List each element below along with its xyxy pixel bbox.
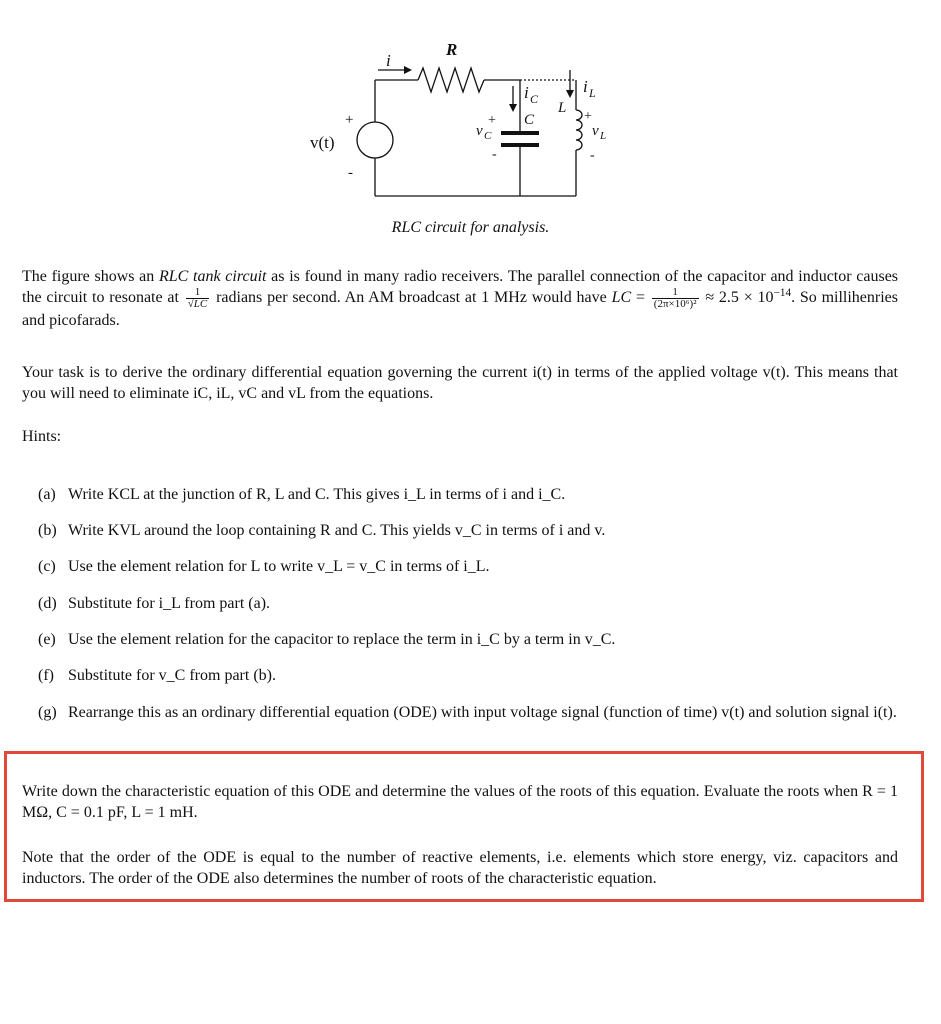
source-plus: + [345,112,354,128]
capacitor-plate-bottom [501,143,539,147]
label-vc-sub: C [484,130,492,142]
hint-label: (a) [38,486,56,503]
hint-label: (c) [38,558,56,575]
intro-rlc-term: RLC tank circuit [159,268,267,285]
task-end: from the equations. [305,385,434,402]
arrowhead-i [404,66,412,74]
hint-label: (b) [38,522,57,539]
hint-text: Rearrange this as an ordinary differential equation (ODE) with input voltage signal (function of time) v(t) and solution signal i(t). [68,704,897,721]
hint-item-g [38,702,898,723]
hint-text: Use the element relation for L to write v_L = v_C in terms of i_L. [68,558,490,575]
intro-text-c: radians per second. An AM broadcast at 1 MHz would have [211,289,612,307]
hint-text: Substitute for i_L from part (a). [68,595,271,612]
hint-text: Use the element relation for the capacitor to replace the term in i_C by a term in v_C. [68,631,616,648]
fraction-denominator: √LC [187,298,208,310]
label-vl-sub: L [600,130,607,142]
label-ic: i [524,83,529,102]
question-text: Write down the characteristic equation of this ODE and determine the values of the roots of this equation. Evaluate the roots when [22,783,863,800]
inductor-coil [576,110,582,150]
label-vc: v [476,123,483,139]
task-text: Your task is to derive the ordinary differential equation governing the current i(t) in terms of the applied voltage v(t). This means that you will need to eliminate i [22,364,898,402]
hint-item-c [38,556,898,577]
rlc-circuit-diagram [0,0,941,210]
intro-text-e: . So millihenries and picofarads. [22,289,899,329]
label-source: v(t) [310,133,335,152]
lc-fraction-numerator: 1 [652,287,699,299]
hint-label: (g) [38,704,57,721]
label-L: L [558,100,567,116]
vl-minus: - [590,148,595,163]
hint-item-b [38,520,898,541]
intro-text-a: The figure shows an [22,268,159,285]
resonance-fraction [186,287,210,310]
lc-fraction [652,287,699,310]
lc-fraction-denominator: (2π×10⁶)² [653,298,697,310]
intro-text-d: ≈ 2.5 × 10 [700,289,774,307]
intro-paragraph [22,266,898,331]
hint-text: Substitute for v_C from part (b). [68,667,276,684]
vl-plus: + [584,109,592,124]
label-il-sub: L [589,86,596,100]
hint-label: (f) [38,667,54,684]
label-il: i [583,77,588,96]
intro-text-b: as is found in many radio receivers. The parallel connection of the capacitor and inductor causes the circuit to resonate at [22,268,899,307]
label-i: i [386,51,391,70]
hint-label: (d) [38,595,57,612]
hint-item-e [38,629,898,650]
label-vl: v [592,123,599,139]
intro-exponent: −14 [773,286,792,299]
question-paragraph-1 [22,781,898,823]
arrowhead-il [566,90,574,98]
hint-item-a [38,484,898,505]
label-ic-sub: C [530,92,539,106]
hint-item-f [38,665,898,686]
vc-plus: + [488,113,496,128]
figure-caption: RLC circuit for analysis. [391,219,550,236]
question-values: R = 1 MΩ, C = 0.1 pF, L = 1 mH. [22,783,899,821]
hints-title: Hints: [22,428,62,445]
hint-text: Write KVL around the loop containing R and C. This yields v_C in terms of i and v. [68,522,606,539]
vc-minus: - [492,147,497,162]
capacitor-plate-top [501,131,539,135]
task-paragraph [22,362,898,404]
source-minus: - [348,165,353,181]
hint-text: Write KCL at the junction of R, L and C. This gives i_L in terms of i and i_C. [68,486,566,503]
hint-label: (e) [38,631,56,648]
intro-eq: = [631,289,650,307]
question-paragraph-2: Note that the order of the ODE is equal to the number of reactive elements, i.e. elements which store energy, viz. capacitors and inductors. The order of the ODE also determines the number of roots of the characteristic equation. [22,849,898,887]
intro-lc: LC [611,289,632,307]
arrowhead-ic [509,104,517,112]
resistor-symbol [418,68,484,92]
fraction-numerator: 1 [186,287,210,299]
label-cap: C [524,112,535,128]
task-vars: C, iL, vC and vL [197,385,306,402]
label-R: R [446,40,458,59]
voltage-source [357,122,393,158]
hint-item-d [38,593,898,614]
